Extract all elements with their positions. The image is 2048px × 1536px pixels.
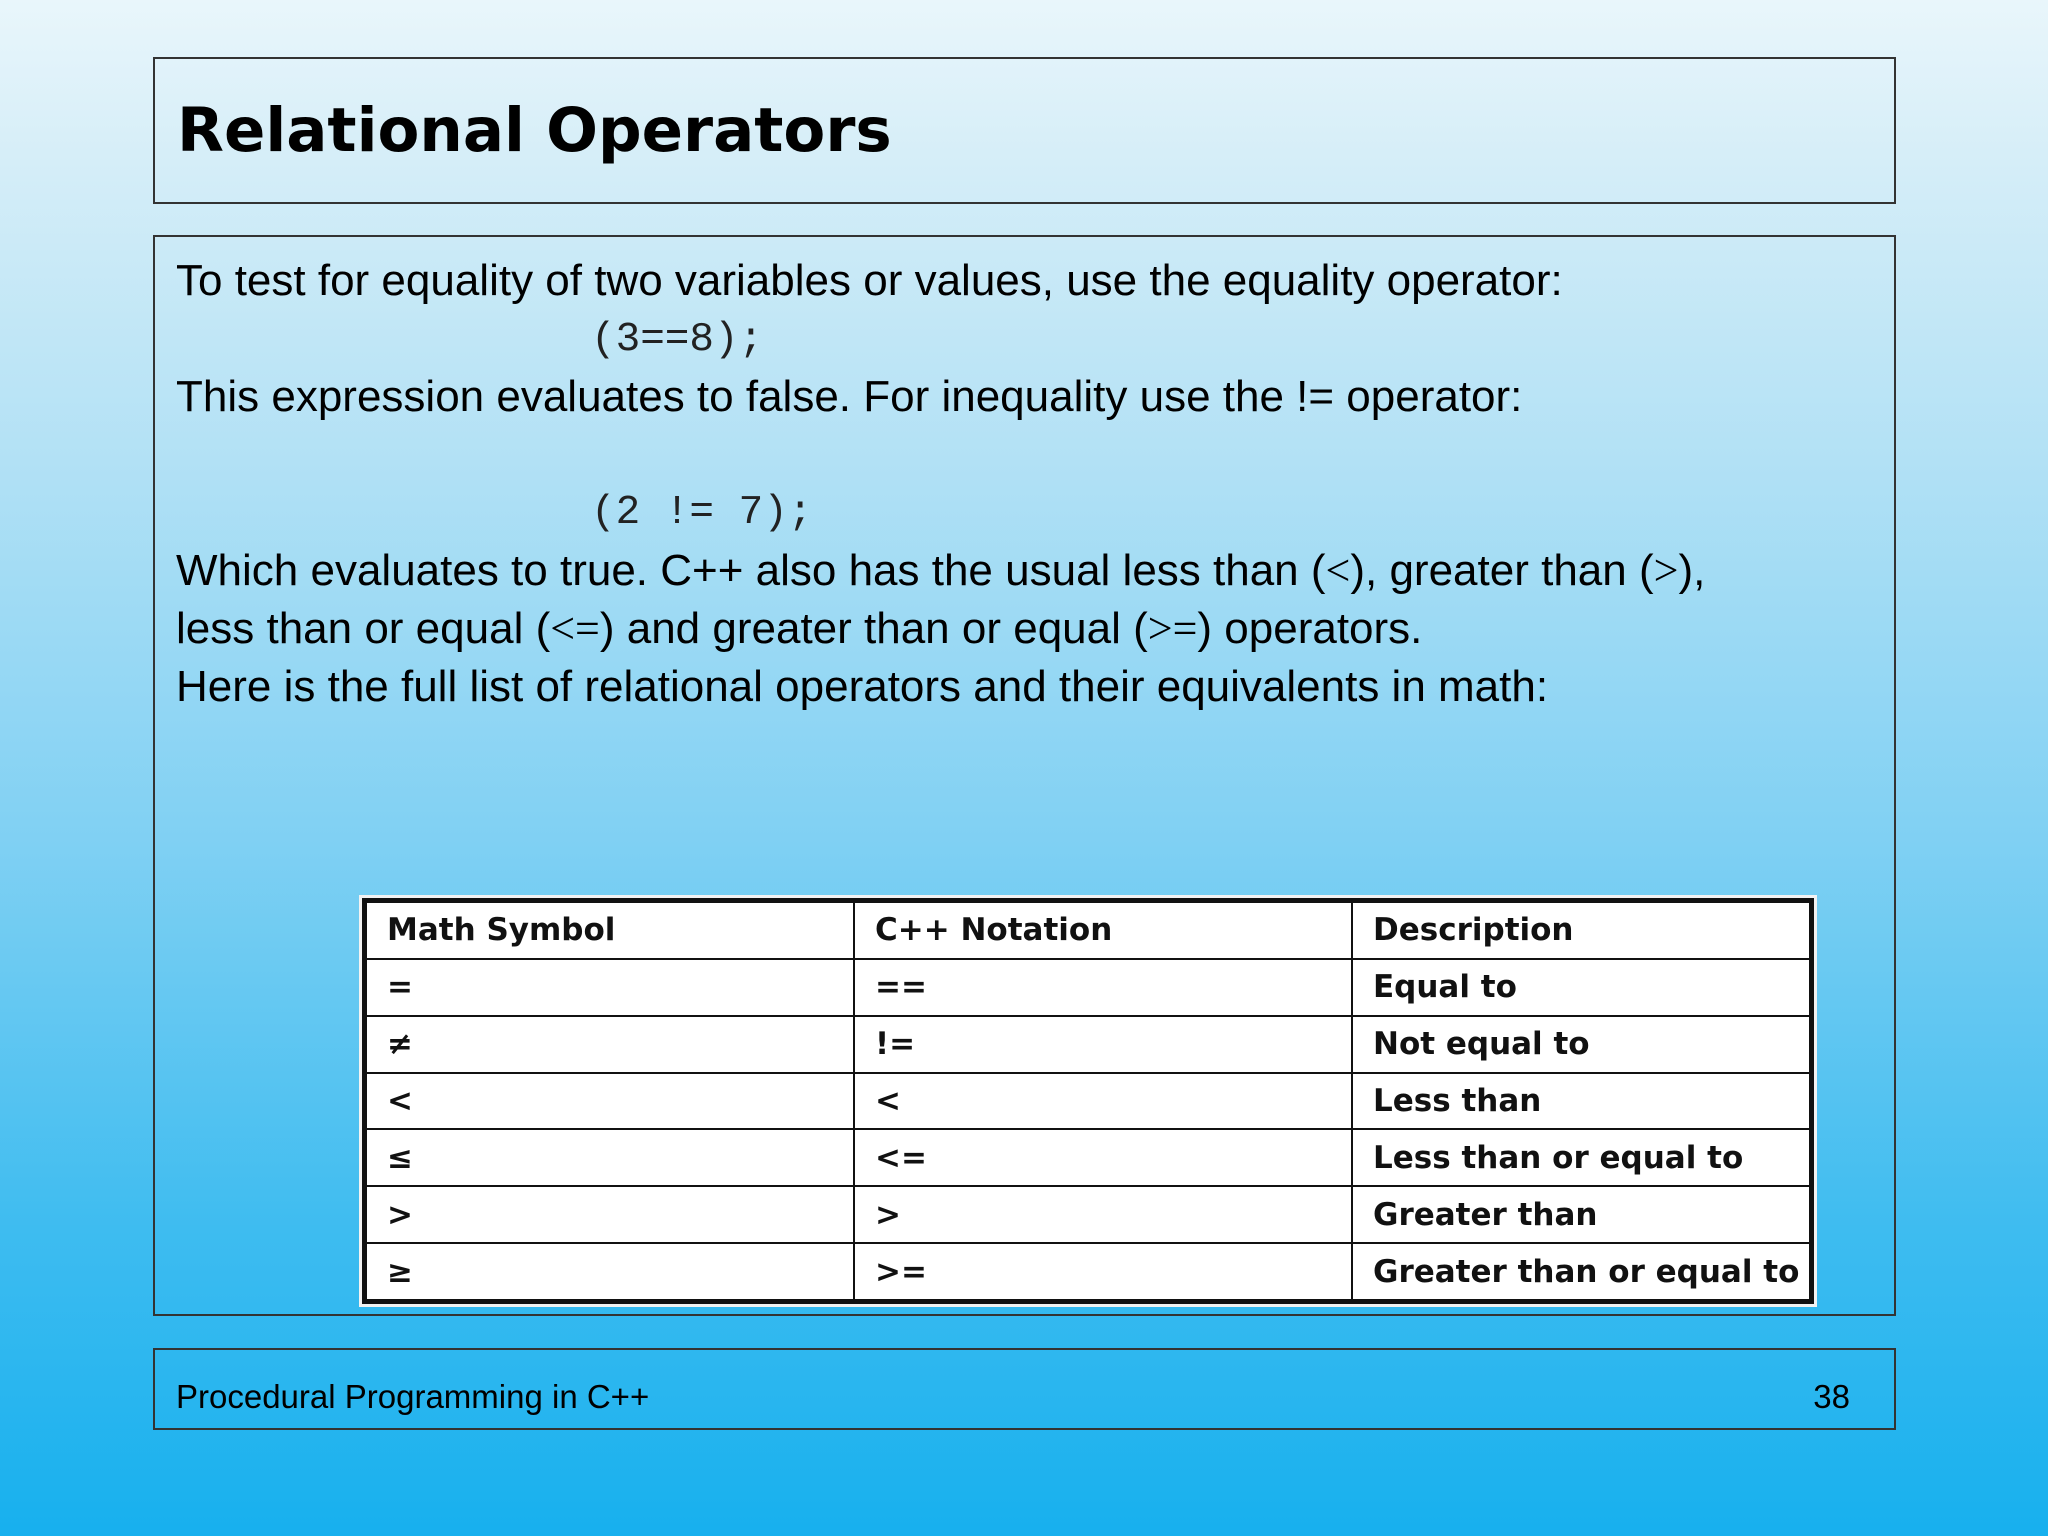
math-symbol-cell: = [365,959,855,1016]
math-symbol-cell: ≥ [365,1243,855,1301]
body-line-3-text-b: ), greater than ( [1350,546,1654,595]
content-box [153,235,1896,1316]
slide-number: 38 [1813,1378,1850,1415]
relational-operators-table [362,898,1814,1304]
table-header-row [365,901,1812,959]
cpp-notation-cell: != [854,1016,1352,1073]
body-line-4 [176,604,1423,653]
table-row [365,1016,1812,1073]
code-example-1: (3==8); [591,317,764,363]
math-symbol-cell: ≤ [365,1129,855,1186]
greater-than-symbol: > [1653,546,1679,595]
table-row [365,959,1812,1016]
math-symbol-cell: ≠ [365,1016,855,1073]
cpp-notation-cell: >= [854,1243,1352,1301]
footer-course-title: Procedural Programming in C++ [176,1378,650,1415]
cpp-notation-cell: == [854,959,1352,1016]
description-cell: Equal to [1352,959,1812,1016]
footer-box [153,1348,1896,1430]
less-than-symbol: < [1325,546,1351,595]
description-cell: Less than [1352,1073,1812,1130]
description-cell: Less than or equal to [1352,1129,1812,1186]
header-math-symbol: Math Symbol [365,901,855,959]
slide-title: Relational Operators [177,95,892,166]
body-line-3-text-c: ), [1678,546,1706,595]
less-equal-symbol: <= [550,604,600,653]
description-cell: Not equal to [1352,1016,1812,1073]
table-row [365,1129,1812,1186]
body-line-2: This expression evaluates to false. For inequality use the != operator: [176,372,1523,421]
body-line-4-text-a: less than or equal ( [176,604,551,653]
description-cell: Greater than [1352,1186,1812,1243]
body-line-1: To test for equality of two variables or values, use the equality operator: [176,256,1563,305]
table-row [365,1243,1812,1301]
header-cpp-notation: C++ Notation [854,901,1352,959]
greater-equal-symbol: >= [1147,604,1198,653]
title-box [153,57,1896,204]
header-description: Description [1352,901,1812,959]
body-line-4-text-c: ) operators. [1197,604,1423,653]
body-line-4-text-b: ) and greater than or equal ( [599,604,1148,653]
table-row [365,1073,1812,1130]
table-row [365,1186,1812,1243]
description-cell: Greater than or equal to [1352,1243,1812,1301]
math-symbol-cell: < [365,1073,855,1130]
code-example-2: (2 != 7); [591,490,813,536]
body-line-5: Here is the full list of relational operators and their equivalents in math: [176,662,1549,711]
body-line-3 [176,546,1706,595]
body-line-3-text-a: Which evaluates to true. C++ also has the usual less than ( [176,546,1326,595]
cpp-notation-cell: < [854,1073,1352,1130]
math-symbol-cell: > [365,1186,855,1243]
cpp-notation-cell: > [854,1186,1352,1243]
cpp-notation-cell: <= [854,1129,1352,1186]
